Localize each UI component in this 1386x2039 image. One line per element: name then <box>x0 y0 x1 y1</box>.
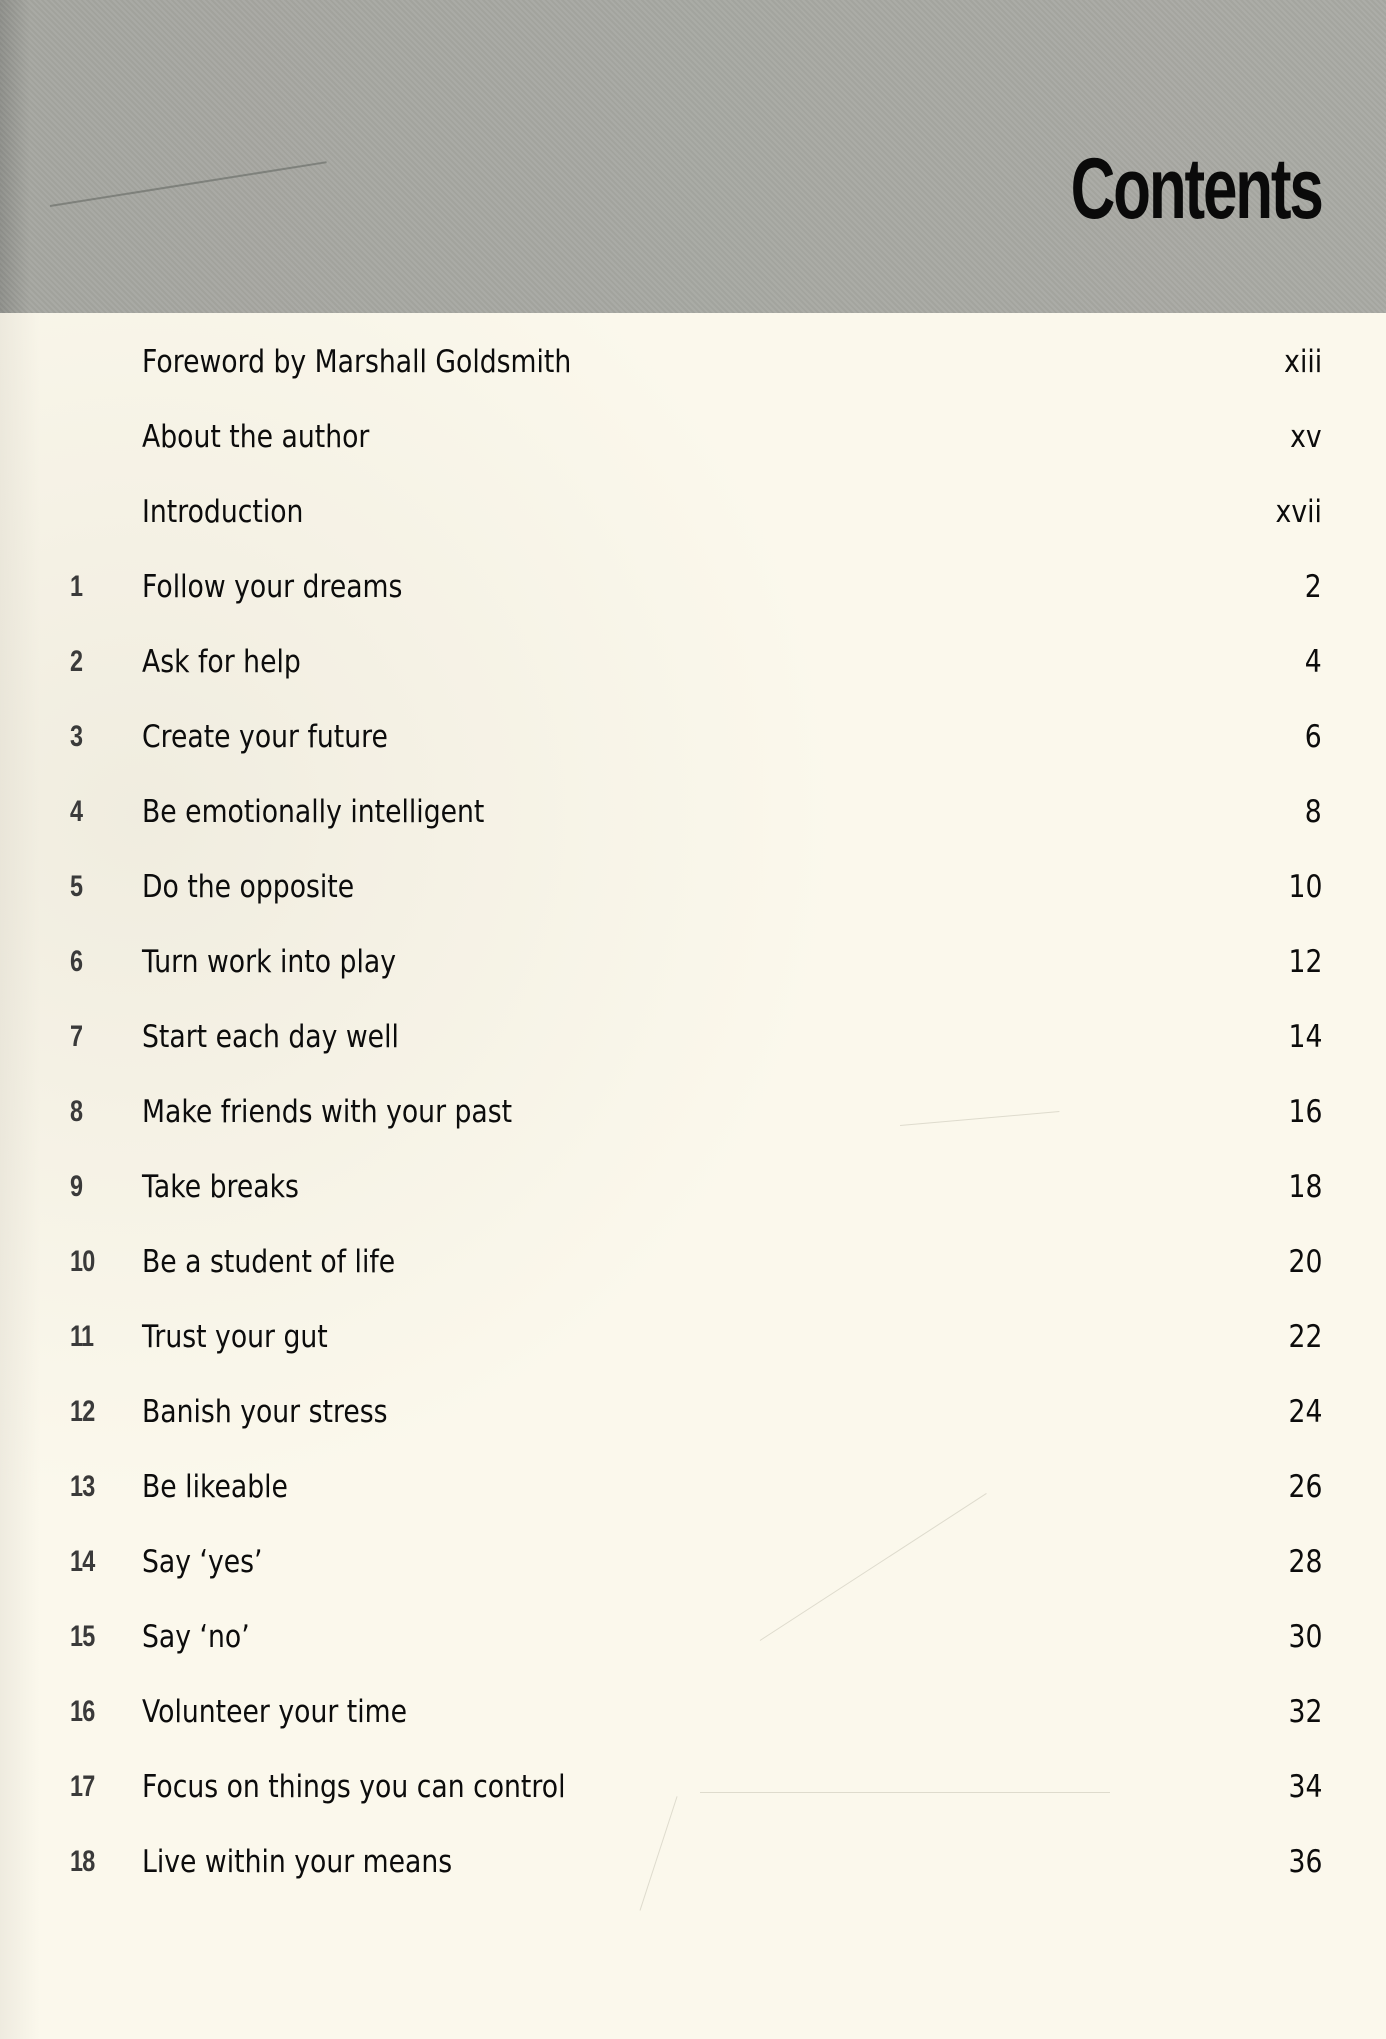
chapter-number: 5 <box>70 870 83 903</box>
toc-entry-foreword[interactable] <box>0 332 1386 392</box>
chapter-page: 12 <box>1288 944 1322 980</box>
chapter-page: 16 <box>1288 1094 1322 1130</box>
chapter-title: Turn work into play <box>142 944 396 980</box>
toc-entry-chapter-6[interactable] <box>0 932 1386 992</box>
toc-entry-chapter-2[interactable] <box>0 632 1386 692</box>
chapter-number: 6 <box>70 945 83 978</box>
entry-page: xv <box>1290 419 1322 455</box>
chapter-title: Take breaks <box>142 1169 299 1205</box>
chapter-title: Be likeable <box>142 1469 288 1505</box>
entry-page: xvii <box>1275 494 1322 530</box>
chapter-page: 20 <box>1288 1244 1322 1280</box>
chapter-number: 7 <box>70 1020 83 1053</box>
toc-entry-chapter-5[interactable] <box>0 857 1386 917</box>
toc-entry-chapter-12[interactable] <box>0 1382 1386 1442</box>
chapter-number: 15 <box>70 1620 95 1653</box>
toc-entry-introduction[interactable] <box>0 482 1386 542</box>
toc-entry-chapter-14[interactable] <box>0 1532 1386 1592</box>
page-title: Contents <box>1070 141 1322 237</box>
chapter-number: 1 <box>70 570 83 603</box>
chapter-page: 36 <box>1288 1844 1322 1880</box>
chapter-page: 30 <box>1288 1619 1322 1655</box>
chapter-page: 28 <box>1288 1544 1322 1580</box>
chapter-number: 9 <box>70 1170 83 1203</box>
toc-entry-chapter-11[interactable] <box>0 1307 1386 1367</box>
chapter-number: 8 <box>70 1095 83 1128</box>
toc-entry-chapter-3[interactable] <box>0 707 1386 767</box>
toc-entry-chapter-15[interactable] <box>0 1607 1386 1667</box>
chapter-title: Be a student of life <box>142 1244 396 1280</box>
chapter-page: 8 <box>1305 794 1322 830</box>
chapter-number: 14 <box>70 1545 95 1578</box>
chapter-title: Volunteer your time <box>142 1694 408 1730</box>
toc-entry-chapter-9[interactable] <box>0 1157 1386 1217</box>
header-band <box>0 0 1386 313</box>
chapter-number: 3 <box>70 720 83 753</box>
chapter-title: Say ‘no’ <box>142 1619 250 1655</box>
toc-entry-chapter-7[interactable] <box>0 1007 1386 1067</box>
chapter-title: Make friends with your past <box>142 1094 513 1130</box>
entry-title: About the author <box>142 419 370 455</box>
chapter-number: 10 <box>70 1245 95 1278</box>
chapter-number: 16 <box>70 1695 95 1728</box>
chapter-title: Ask for help <box>142 644 301 680</box>
chapter-title: Start each day well <box>142 1019 399 1055</box>
chapter-number: 18 <box>70 1845 95 1878</box>
chapter-page: 2 <box>1305 569 1322 605</box>
toc-entry-about-author[interactable] <box>0 407 1386 467</box>
chapter-page: 34 <box>1288 1769 1322 1805</box>
entry-title: Foreword by Marshall Goldsmith <box>142 344 572 380</box>
chapter-title: Create your future <box>142 719 388 755</box>
chapter-page: 6 <box>1305 719 1322 755</box>
toc-entry-chapter-18[interactable] <box>0 1832 1386 1892</box>
entry-title: Introduction <box>142 494 304 530</box>
chapter-title: Live within your means <box>142 1844 453 1880</box>
chapter-title: Focus on things you can control <box>142 1769 566 1805</box>
chapter-number: 12 <box>70 1395 95 1428</box>
toc-entry-chapter-10[interactable] <box>0 1232 1386 1292</box>
chapter-number: 11 <box>70 1320 94 1353</box>
chapter-title: Do the opposite <box>142 869 355 905</box>
chapter-number: 13 <box>70 1470 95 1503</box>
chapter-title: Banish your stress <box>142 1394 388 1430</box>
chapter-page: 22 <box>1288 1319 1322 1355</box>
toc-entry-chapter-1[interactable] <box>0 557 1386 617</box>
chapter-number: 2 <box>70 645 83 678</box>
chapter-number: 17 <box>70 1770 95 1803</box>
chapter-title: Follow your dreams <box>142 569 403 605</box>
entry-page: xiii <box>1283 344 1322 380</box>
chapter-page: 14 <box>1288 1019 1322 1055</box>
chapter-title: Say ‘yes’ <box>142 1544 263 1580</box>
scan-scratch-mark <box>50 161 327 207</box>
toc-entry-chapter-8[interactable] <box>0 1082 1386 1142</box>
chapter-page: 32 <box>1288 1694 1322 1730</box>
chapter-page: 24 <box>1288 1394 1322 1430</box>
chapter-page: 10 <box>1288 869 1322 905</box>
chapter-title: Trust your gut <box>142 1319 328 1355</box>
toc-entry-chapter-4[interactable] <box>0 782 1386 842</box>
chapter-title: Be emotionally intelligent <box>142 794 485 830</box>
toc-entry-chapter-17[interactable] <box>0 1757 1386 1817</box>
chapter-page: 26 <box>1288 1469 1322 1505</box>
chapter-page: 18 <box>1288 1169 1322 1205</box>
chapter-page: 4 <box>1305 644 1322 680</box>
toc-entry-chapter-13[interactable] <box>0 1457 1386 1517</box>
chapter-number: 4 <box>70 795 83 828</box>
toc-entry-chapter-16[interactable] <box>0 1682 1386 1742</box>
